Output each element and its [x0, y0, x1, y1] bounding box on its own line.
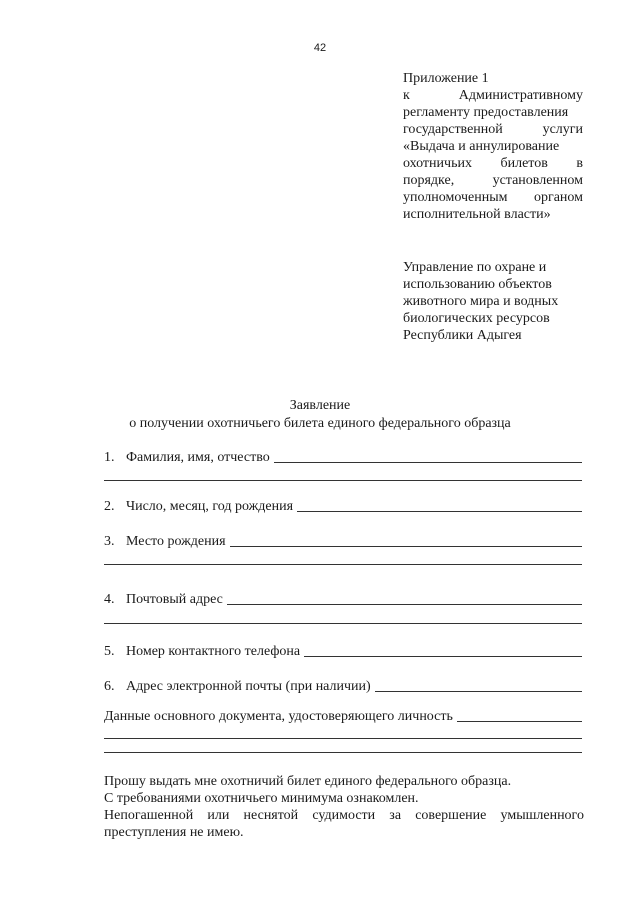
field-birth-place — [104, 532, 582, 550]
identity-document-line-3[interactable] — [104, 752, 582, 753]
addressee-block — [403, 259, 593, 344]
addressee-line: биологических ресурсов — [403, 311, 550, 326]
identity-document-line-2[interactable] — [104, 738, 582, 739]
field-label: Данные основного документа, удостоверяющего личность — [104, 709, 453, 724]
field-birth-date — [104, 497, 582, 515]
appendix-line-6: порядке, установленном — [403, 173, 583, 188]
field-identity-document — [104, 707, 582, 725]
birth-place-input-line[interactable] — [230, 546, 582, 547]
postal-address-input-line[interactable] — [227, 604, 582, 605]
field-label: Почтовый адрес — [126, 592, 223, 607]
field-phone — [104, 642, 582, 660]
appendix-title: Приложение 1 — [403, 71, 489, 86]
birth-date-input-line[interactable] — [297, 511, 582, 512]
statement-line-3: Непогашенной или неснятой судимости за совершение умышленного — [104, 808, 584, 823]
field-email — [104, 677, 582, 695]
appendix-line-7: уполномоченным органом — [403, 190, 583, 205]
identity-document-input-line[interactable] — [457, 721, 582, 722]
field-number: 4. — [104, 592, 115, 607]
email-input-line[interactable] — [375, 691, 582, 692]
addressee-line: животного мира и водных — [403, 294, 559, 309]
field-label: Адрес электронной почты (при наличии) — [126, 679, 371, 694]
addressee-line: использованию объектов — [403, 277, 552, 292]
page-number: 42 — [313, 42, 327, 54]
full-name-continuation-line[interactable] — [104, 480, 582, 481]
field-number: 1. — [104, 450, 115, 465]
statement-line-1: Прошу выдать мне охотничий билет единого федерального образца. — [104, 774, 512, 789]
addressee-line: Управление по охране и — [403, 260, 547, 275]
statement-line-2: С требованиями охотничьего минимума ознакомлен. — [104, 791, 419, 806]
appendix-line-8: исполнительной власти» — [403, 207, 551, 222]
field-number: 6. — [104, 679, 115, 694]
appendix-line-2: регламенту предоставления — [403, 105, 569, 120]
field-label: Фамилия, имя, отчество — [126, 450, 270, 465]
statement-block — [104, 773, 584, 841]
addressee-line: Республики Адыгея — [403, 328, 522, 343]
appendix-line-5: охотничьих билетов в — [403, 156, 583, 171]
postal-address-continuation-line[interactable] — [104, 623, 582, 624]
statement-line-4: преступления не имею. — [104, 825, 244, 840]
field-number: 3. — [104, 534, 115, 549]
document-title: Заявление — [289, 398, 351, 413]
field-postal-address — [104, 590, 582, 608]
field-label: Число, месяц, год рождения — [126, 499, 294, 514]
appendix-line-1: к Административному — [403, 88, 583, 103]
appendix-block — [403, 70, 583, 223]
birth-place-continuation-line[interactable] — [104, 564, 582, 565]
phone-input-line[interactable] — [304, 656, 582, 657]
field-number: 5. — [104, 644, 115, 659]
field-full-name — [104, 448, 582, 466]
field-label: Номер контактного телефона — [126, 644, 301, 659]
full-name-input-line[interactable] — [274, 462, 582, 463]
appendix-line-3: государственной услуги — [403, 122, 583, 137]
field-label: Место рождения — [126, 534, 226, 549]
document-subtitle: о получении охотничьего билета единого федерального образца — [129, 416, 511, 431]
field-number: 2. — [104, 499, 115, 514]
appendix-line-4: «Выдача и аннулирование — [403, 139, 560, 154]
